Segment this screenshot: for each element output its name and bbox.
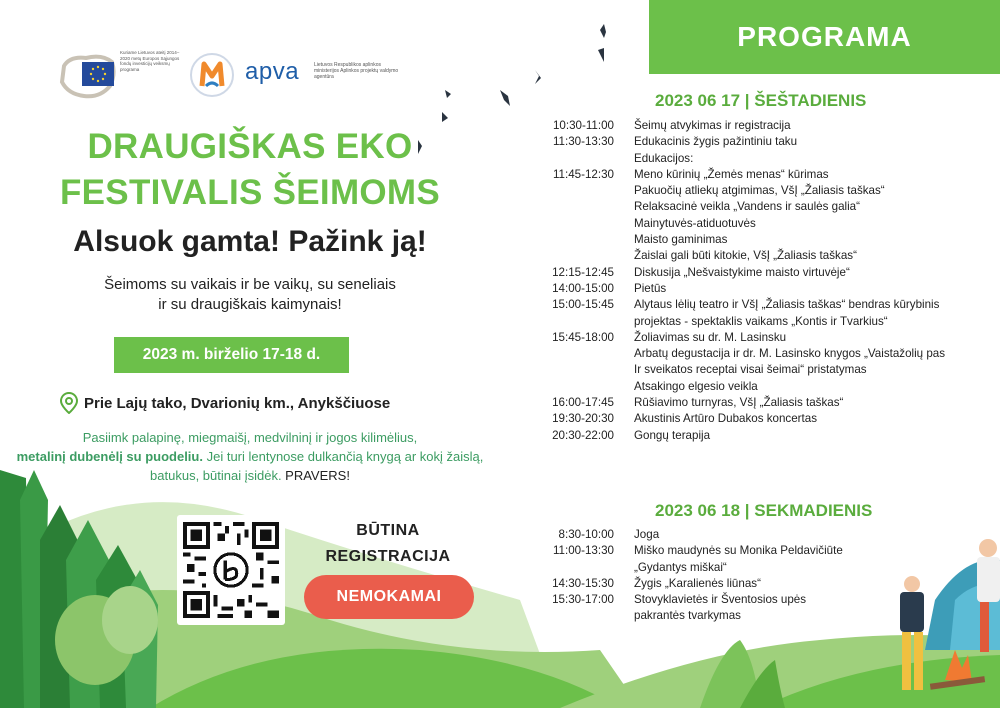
- schedule-row: [540, 346, 1000, 362]
- day-2-title: 2023 06 18 | SEKMADIENIS: [655, 501, 873, 520]
- schedule-time: 11:45-12:30: [552, 167, 614, 181]
- schedule-row: [540, 362, 1000, 378]
- location-pin-icon: [60, 392, 78, 414]
- schedule-row: [540, 592, 1000, 608]
- schedule-time: 8:30-10:00: [558, 528, 614, 541]
- schedule-activity: Joga: [634, 528, 660, 541]
- schedule-time: 15:45-18:00: [552, 330, 614, 344]
- slogan: Alsuok gamta! Pažink ją!: [73, 225, 427, 258]
- schedule-row: [540, 411, 1000, 427]
- schedule-row: [540, 543, 1000, 559]
- schedule-row: [540, 199, 1000, 215]
- schedule-time: [540, 560, 634, 576]
- schedule-time: [540, 216, 634, 232]
- audience-line-2: ir su draugiškais kaimynais!: [158, 296, 342, 313]
- program-header: PROGRAMA: [649, 0, 1000, 74]
- festival-m-logo: [189, 46, 235, 104]
- schedule-time: 15:30-17:00: [552, 593, 614, 607]
- day-1-title: 2023 06 17 | ŠEŠTADIENIS: [655, 91, 867, 110]
- registration-required: [318, 518, 458, 570]
- lithuania-map-icon: [58, 48, 118, 106]
- day-1-schedule: [540, 118, 1000, 444]
- festival-title-line-2: FESTIVALIS ŠEIMOMS: [59, 173, 441, 212]
- schedule-activity: Miško maudynės su Monika Peldavičiūte: [634, 544, 843, 558]
- apva-logo-text: Lietuvos Respublikos aplinkos ministerijos Aplinkos projektų valdymo agentūra: [314, 62, 399, 80]
- schedule-activity: Rūšiavimo turnyras, VšĮ „Žaliasis taškas“: [634, 396, 844, 410]
- schedule-activity: „Gydantys miškai“: [634, 560, 727, 574]
- schedule-time: [540, 379, 634, 395]
- schedule-time: 15:00-15:45: [552, 298, 614, 312]
- schedule-time: [540, 151, 634, 167]
- lithuania-logo-text: Kuriame Lietuvos ateitį 2014–2020 metų Europos Sąjungos fondų investicijų veiksmų programa: [120, 50, 180, 72]
- location-text: Prie Lajų tako, Dvarionių km., Anykščiuose: [84, 394, 391, 412]
- schedule-activity: Edukacinis žygis pažintiniu taku: [634, 135, 798, 149]
- lithuania-eu-logo: [58, 48, 188, 106]
- schedule-row: [540, 314, 1000, 330]
- registration-line-2: REGISTRACIJA: [325, 548, 451, 565]
- registration-qr-code[interactable]: [177, 515, 285, 625]
- schedule-time: 14:00-15:00: [552, 281, 614, 295]
- schedule-activity: Ir sveikatos receptai visai šeimai“ pristatymas: [634, 363, 867, 377]
- packing-description: [10, 428, 490, 485]
- schedule-activity: Alytaus lėlių teatro ir VšĮ „Žaliasis taškas“ bendras kūrybinis: [634, 298, 940, 312]
- audience-line-1: Šeimoms su vaikais ir be vaikų, su seneliais: [104, 276, 396, 293]
- schedule-time: [540, 362, 634, 378]
- schedule-row: [540, 248, 1000, 264]
- schedule-activity: projektas - spektaklis vaikams „Kontis ir Tvarkius“: [634, 314, 888, 328]
- schedule-activity: Mainytuvės-atiduotuvės: [634, 216, 756, 230]
- schedule-row: [540, 265, 1000, 281]
- schedule-time: [540, 199, 634, 215]
- schedule-time: 12:15-12:45: [552, 265, 614, 279]
- schedule-row: [540, 330, 1000, 346]
- schedule-activity: Pakuočių atliekų atgimimas, VšĮ „Žaliasis taškas“: [634, 184, 885, 198]
- schedule-activity: Stovyklavietės ir Šventosios upės: [634, 593, 807, 607]
- schedule-activity: Pietūs: [634, 281, 667, 295]
- schedule-row: [540, 151, 1000, 167]
- free-badge-button[interactable]: NEMOKAMAI: [304, 575, 474, 619]
- schedule-row: [540, 395, 1000, 411]
- schedule-row: [540, 527, 1000, 543]
- apva-logo: apva: [245, 58, 300, 85]
- schedule-row: [540, 134, 1000, 150]
- schedule-time: 10:30-11:00: [552, 119, 614, 132]
- schedule-time: 11:00-13:30: [552, 544, 614, 558]
- description-line-3-text: batukus, būtinai įsidėk.: [150, 468, 286, 483]
- festival-title-line-1: DRAUGIŠKAS EKO: [87, 127, 413, 166]
- schedule-time: 16:00-17:45: [552, 396, 614, 410]
- date-badge: 2023 m. birželio 17-18 d.: [114, 337, 349, 373]
- schedule-row: [540, 608, 1000, 624]
- schedule-activity: Relaksacinė veikla „Vandens ir saulės galia“: [634, 200, 860, 214]
- registration-line-1: BŪTINA: [356, 522, 420, 539]
- schedule-row: [540, 297, 1000, 313]
- schedule-time: 14:30-15:30: [552, 576, 614, 590]
- schedule-activity: Maisto gaminimas: [634, 233, 728, 247]
- description-line-2: [10, 447, 490, 466]
- description-line-2-rest: Jei turi lentynose dulkančią knygą ar kokį žaislą,: [202, 449, 484, 464]
- schedule-row: [540, 118, 1000, 134]
- description-line-1: Pasiimk palapinę, miegmaišį, medvilninį ir jogos kilimėlius,: [82, 430, 418, 445]
- description-line-2-bold: metalinį dubenėlį su puodeliu.: [16, 449, 203, 464]
- schedule-row: [540, 183, 1000, 199]
- schedule-row: [540, 216, 1000, 232]
- description-pravers: PRAVERS!: [285, 468, 350, 483]
- schedule-activity: Akustinis Artūro Dubakos koncertas: [634, 412, 818, 426]
- schedule-time: [540, 248, 634, 264]
- schedule-activity: Diskusija „Nešvaistykime maisto virtuvėje“: [634, 265, 850, 279]
- schedule-activity: Žaislai gali būti kitokie, VšĮ „Žaliasis taškas“: [634, 249, 857, 263]
- schedule-activity: Žoliavimas su dr. M. Lasinsku: [634, 330, 787, 344]
- location: [60, 392, 390, 414]
- schedule-row: [540, 576, 1000, 592]
- schedule-row: [540, 560, 1000, 576]
- schedule-activity: Šeimų atvykimas ir registracija: [634, 119, 791, 132]
- schedule-activity: Arbatų degustacija ir dr. M. Lasinsko knygos „Vaistažolių pas: [634, 347, 946, 361]
- schedule-activity: pakrantės tvarkymas: [634, 609, 741, 623]
- schedule-activity: Gongų terapija: [634, 428, 711, 442]
- schedule-row: [540, 379, 1000, 395]
- schedule-time: 19:30-20:30: [552, 412, 614, 426]
- schedule-time: [540, 608, 634, 624]
- schedule-row: [540, 167, 1000, 183]
- schedule-activity: Edukacijos:: [634, 151, 694, 165]
- schedule-time: [540, 314, 634, 330]
- schedule-time: [540, 232, 634, 248]
- schedule-activity: Meno kūrinių „Žemės menas“ kūrimas: [634, 167, 829, 181]
- schedule-activity: Žygis „Karalienės liūnas“: [634, 576, 761, 590]
- schedule-activity: Atsakingo elgesio veikla: [634, 379, 758, 393]
- schedule-row: [540, 232, 1000, 248]
- schedule-row: [540, 281, 1000, 297]
- schedule-time: 20:30-22:00: [552, 428, 614, 442]
- day-2-schedule: [540, 527, 1000, 625]
- schedule-time: [540, 346, 634, 362]
- schedule-time: 11:30-13:30: [552, 135, 614, 149]
- schedule-time: [540, 183, 634, 199]
- description-line-3: [10, 466, 490, 485]
- schedule-row: [540, 428, 1000, 444]
- audience-text: [40, 275, 460, 315]
